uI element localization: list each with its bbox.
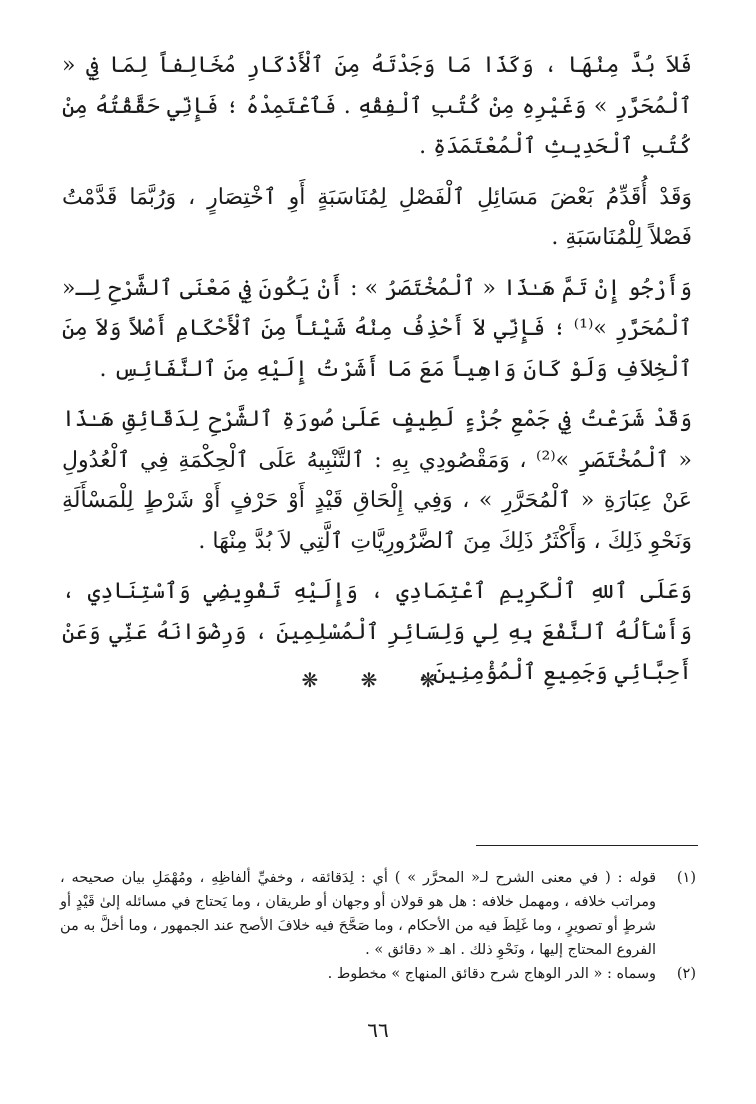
main-text bbox=[62, 46, 692, 704]
page-number: ٦٦ bbox=[367, 1018, 389, 1042]
paragraph-5: وَعَلَى ٱللهِ ٱلْكَرِيمِ ٱعْتِمَادِي ، وَإِلَيْهِ تَفْوِيضِي وَٱسْتِنَادِي ، وَأَسْأَلُهُ ٱلنَّفْعَ بِهِ لِي وَلِسَائِرِ ٱلْمُسْلِمِينَ ، وَرِضْوَانَهُ عَنِّي وَعَنْ أَحِبَّائِي وَجَمِيعِ ٱلْمُؤْمِنِينَ . bbox=[62, 579, 692, 685]
paragraph-4: وَقَدْ شَرَعْتُ فِي جَمْعِ جُزْءٍ لَطِيفٍ عَلَىٰ صُورَةِ ٱلشَّرْحِ لِدَقَائِقِ هَـٰذَا « ٱلْمُخْتَصَرِ »⁽²⁾ ، وَمَقْصُودِي بِهِ : ٱلتَّنْبِيهُ عَلَى ٱلْحِكْمَةِ فِي ٱلْعُدُولِ عَنْ عِبَارَةِ « ٱلْمُحَرَّرِ » ، وَفِي إِلْحَاقِ قَيْدٍ أَوْ حَرْفٍ أَوْ شَرْطٍ لِلْمَسْأَلَةِ وَنَحْوِ ذَلِكَ ، وَأَكْثَرُ ذَلِكَ مِنَ ٱلضَّرُورِيَّاتِ ٱلَّتِي لاَ بُدَّ مِنْهَا . bbox=[62, 407, 693, 554]
footnote-1 bbox=[60, 866, 696, 962]
section-separator: ❋ ❋ ❋ bbox=[301, 668, 455, 692]
footnote-2 bbox=[60, 962, 696, 986]
paragraph-3: وَأَرْجُو إِنْ تَمَّ هَـٰذَا « ٱلْمُخْتَصَرُ » : أَنْ يَكُونَ فِي مَعْنَى ٱلشَّرْحِ لِـ« ٱلْمُحَرَّرِ »⁽¹⁾ ؛ فَإِنِّي لاَ أَحْذِفُ مِنْهُ شَيْئاً مِنَ ٱلْأَحْكَامِ أَصْلاً وَلاَ مِنَ ٱلْخِلاَفِ وَلَوْ كَانَ وَاهِياً مَعَ مَا أَشَرْتُ إِلَيْهِ مِنَ ٱلنَّفَائِسِ . bbox=[62, 275, 693, 382]
footnote-rule bbox=[476, 845, 698, 846]
footnote-text: وسماه : « الدر الوهاج شرح دقائق المنهاج » مخطوط . bbox=[327, 966, 656, 982]
footnote-number: (١) bbox=[676, 870, 696, 886]
paragraph-1: فَلاَ بُدَّ مِنْهَا ، وَكَذَا مَا وَجَدْتَهُ مِنَ ٱلْأَذْكَارِ مُخَالِفاً لِمَا فِي « ٱلْمُحَرَّرِ » وَغَيْرِهِ مِنْ كُتُبِ ٱلْفِقْهِ . فَٱعْتَمِدْهُ ؛ فَإِنِّي حَقَّقْتُهُ مِنْ كُتُبِ ٱلْحَدِيثِ ٱلْمُعْتَمَدَةِ . bbox=[62, 53, 692, 159]
footnotes bbox=[60, 866, 696, 986]
footnote-number: (٢) bbox=[676, 966, 696, 982]
paragraph-2: وَقَدْ أُقَدِّمُ بَعْضَ مَسَائِلِ ٱلْفَصْلِ لِمُنَاسَبَةٍ أَوِ ٱخْتِصَارٍ ، وَرُبَّمَا قَدَّمْتُ فَصْلاً لِلْمُنَاسَبَةِ . bbox=[62, 184, 692, 250]
footnote-text: قوله : ( في معنى الشرح لـ« المحرَّر » ) أي : لِدَقائقه ، وخفيِّ ألفاظِهِ ، ومُهْمَلِ بيان صحيحه ، ومراتب خلافه ، ومهمل خلافه : هل هو قولان أو وجهان أو طريقان ، وما يَحتاج في مسائله إلىٰ قَيْدٍ أو شرطٍ أو تصويرٍ ، وما غَلِطَ فيه من الأحكام ، وما صَحَّحَ فيه خلافَ الأصح عند الجمهور ، وما أخلَّ به من الفروع المحتاج إليها ، ونَحْوِ ذلك . اهـ « دقائق » . bbox=[60, 870, 656, 958]
